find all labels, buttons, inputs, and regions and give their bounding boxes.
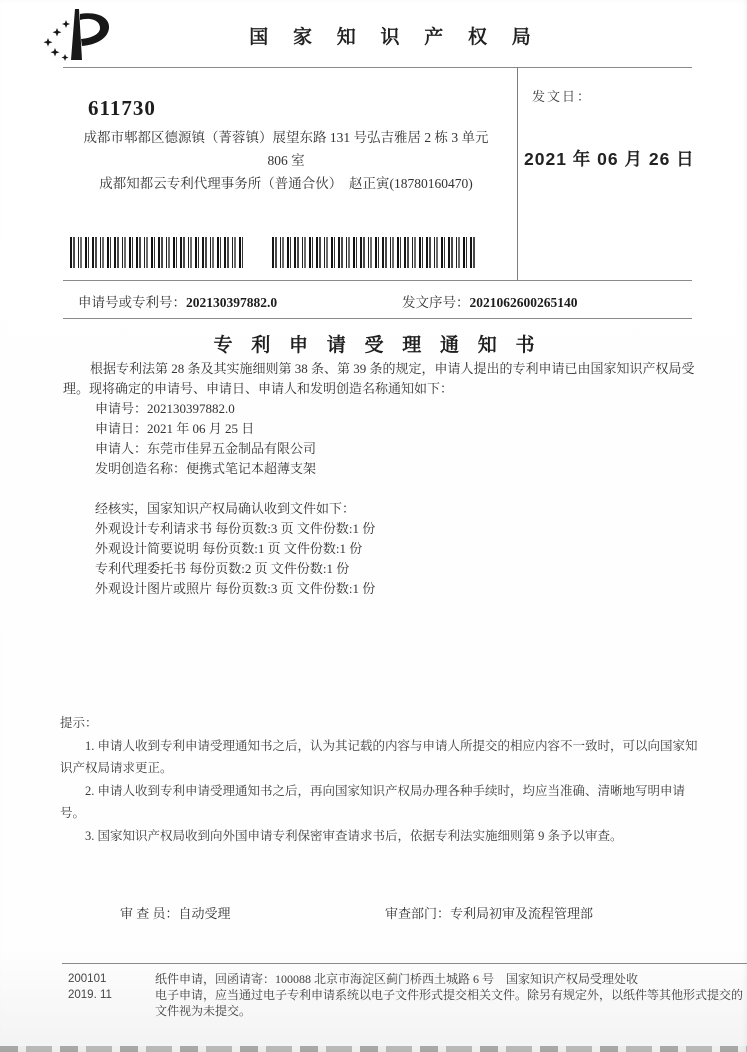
department-row	[385, 903, 593, 922]
field-applicant: 申请人：东莞市佳昇五金制品有限公司	[95, 441, 317, 456]
serial-number-value: 2021062600265140	[469, 295, 578, 310]
header-rule	[63, 67, 692, 68]
document-item: 外观设计简要说明 每份页数:1 页 文件份数:1 份	[95, 541, 363, 556]
field-application-number: 申请号：202130397882.0	[95, 401, 235, 416]
notice-fields	[95, 399, 655, 479]
confirm-intro: 经核实，国家知识产权局确认收到文件如下：	[95, 501, 356, 516]
field-invention-title: 发明创造名称：便携式笔记本超薄支架	[95, 461, 317, 476]
dispatch-date-label: 发文日：	[532, 89, 593, 104]
notice-title: 专 利 申 请 受 理 通 知 书	[213, 335, 542, 356]
serial-number-row	[402, 291, 578, 311]
footer-code: 200101	[68, 973, 107, 985]
footer-line-paper: 纸件申请，回函请寄：100088 北京市海淀区蓟门桥西土城路 6 号 国家知识产权局受理处收	[155, 972, 639, 986]
footer-form-codes	[68, 971, 112, 1003]
recipient-address	[60, 126, 512, 172]
tip-item: 3. 国家知识产权局收到向外国申请专利保密审查请求书后，依据专利法实施细则第 9 条予以审查。	[85, 828, 623, 843]
footer-rule	[62, 963, 747, 964]
serial-number-label: 发文序号：	[402, 295, 470, 310]
footer-code: 2019. 11	[68, 989, 112, 1001]
numbers-row-top-rule	[63, 280, 692, 281]
dispatch-date-value: 2021 年 06 月 26 日	[524, 149, 695, 169]
recipient-address-line1: 成都市郫都区德源镇（菁蓉镇）展望东路 131 号弘吉雅居 2 栋 3 单元	[83, 130, 489, 145]
numbers-row-bottom-rule	[63, 318, 692, 319]
barcode-serial	[272, 237, 475, 268]
document-item: 外观设计图片或照片 每份页数:3 页 文件份数:1 份	[95, 581, 376, 596]
tip-item: 2. 申请人收到专利申请受理通知书之后，再向国家知识产权局办理各种手续时，均应当准确、清晰地写明申请号。	[60, 783, 686, 820]
document-item: 外观设计专利请求书 每份页数:3 页 文件份数:1 份	[95, 521, 376, 536]
department-value: 专利局初审及流程管理部	[450, 906, 594, 921]
recipient-address-line2: 806 室	[267, 153, 305, 168]
examiner-label: 审 查 员：	[120, 906, 179, 921]
notice-intro: 根据专利法第 28 条及其实施细则第 38 条、第 39 条的规定，申请人提出的专利申请已由国家知识产权局受理。现将确定的申请号、申请日、申请人和发明创造名称通知如下：	[63, 361, 695, 396]
application-number-label: 申请号或专利号：	[78, 295, 186, 310]
recipient-postcode: 611730	[88, 96, 156, 120]
document-item: 专利代理委托书 每份页数:2 页 文件份数:1 份	[95, 561, 350, 576]
footer-instructions	[155, 971, 743, 1019]
footer-line-electronic: 电子申请，应当通过电子专利申请系统以电子文件形式提交相关文件。除另有规定外，以纸件等其他形式提交的文件视为未提交。	[155, 988, 744, 1018]
tips-label: 提示：	[60, 716, 98, 730]
dispatch-box-divider	[517, 67, 518, 280]
application-number-row	[78, 291, 277, 311]
agency-title: 国 家 知 识 产 权 局	[249, 27, 541, 48]
agent-line: 成都知都云专利代理事务所（普通合伙） 赵正寅(18780160470)	[99, 176, 473, 191]
scan-edge-artifact	[0, 1046, 747, 1052]
cnipa-logo-icon	[38, 6, 118, 66]
examiner-value: 自动受理	[178, 906, 231, 921]
department-label: 审查部门：	[385, 906, 451, 921]
field-application-date: 申请日：2021 年 06 月 25 日	[95, 421, 255, 436]
tips-section	[60, 712, 702, 847]
tip-item: 1. 申请人收到专利申请受理通知书之后，认为其记载的内容与申请人所提交的相应内容不一致时，可以向国家知识产权局请求更正。	[60, 738, 698, 775]
examiner-row	[120, 903, 231, 922]
barcode-application	[70, 237, 245, 268]
application-number-value: 202130397882.0	[186, 295, 278, 310]
confirmed-documents	[95, 499, 655, 599]
